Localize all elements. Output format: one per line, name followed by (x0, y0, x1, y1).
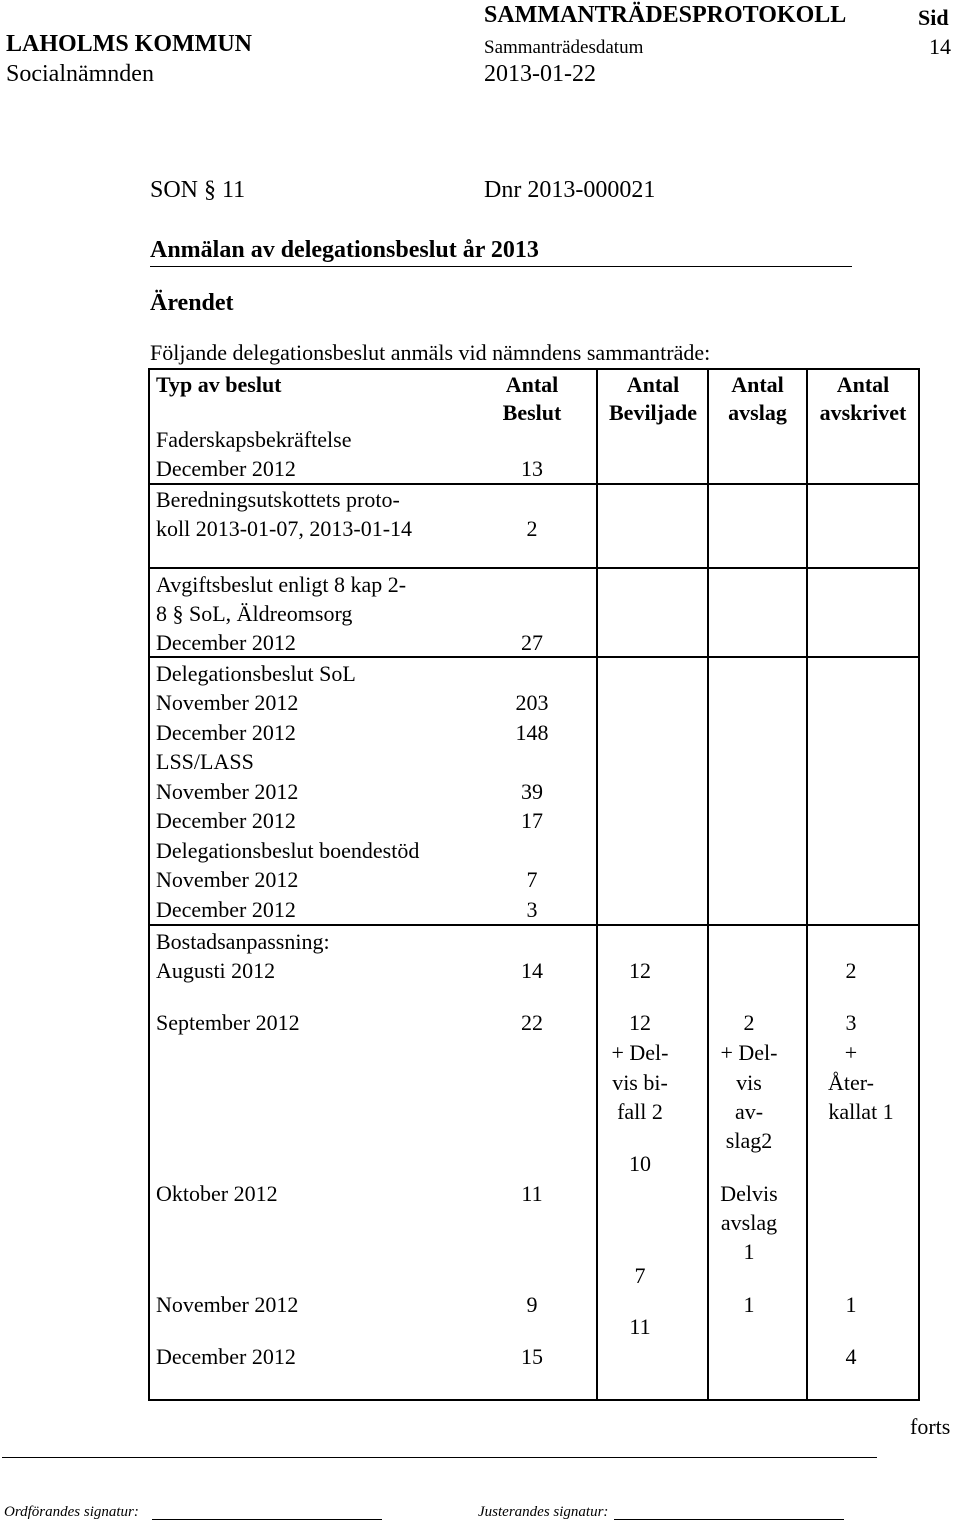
cell-avskrivet: 4 (845, 1344, 857, 1369)
row-label: LSS/LASS (156, 749, 254, 774)
cell-beslut: 15 (521, 1344, 543, 1369)
header-avskrivet-2: avskrivet (819, 400, 907, 425)
row-label: December 2012 (156, 897, 296, 922)
header-avskrivet-1: Antal (836, 372, 890, 397)
cell-avslag: 1 (743, 1292, 755, 1317)
cell-avslag: + Del- (720, 1040, 778, 1065)
cell-avslag: 1 (743, 1239, 755, 1264)
row-label: December 2012 (156, 720, 296, 745)
page-number: 14 (929, 34, 951, 59)
row-label: Faderskapsbekräftelse (156, 427, 352, 452)
continued-label: forts (910, 1414, 951, 1439)
row-label: December 2012 (156, 630, 296, 655)
cell-avskrivet: + (844, 1040, 858, 1065)
footer-divider (2, 1457, 877, 1458)
cell-avskrivet: 2 (845, 958, 857, 983)
cell-beslut: 11 (521, 1181, 543, 1206)
intro-text: Följande delegationsbeslut anmäls vid nämndens sammanträde: (150, 340, 711, 365)
row-label: Oktober 2012 (156, 1181, 278, 1206)
cell-beslut: 148 (515, 720, 549, 745)
row-label: December 2012 (156, 808, 296, 833)
title-underline (150, 266, 852, 267)
row-label: Augusti 2012 (156, 958, 276, 983)
row-label: November 2012 (156, 867, 299, 892)
cell-avslag: av- (734, 1099, 764, 1124)
header-type: Typ av beslut (156, 372, 282, 397)
case-title: Anmälan av delegationsbeslut år 2013 (150, 237, 539, 263)
cell-avskrivet: Åter- (828, 1070, 874, 1095)
cell-avslag: slag2 (725, 1128, 773, 1153)
row-label: Delegationsbeslut boendestöd (156, 838, 420, 863)
row-label: September 2012 (156, 1010, 300, 1035)
cell-avskrivet: 3 (845, 1010, 857, 1035)
chair-signature-line (152, 1519, 382, 1520)
row-label: December 2012 (156, 456, 296, 481)
cell-avslag: avslag (720, 1210, 778, 1235)
cell-avskrivet: 1 (845, 1292, 857, 1317)
row-label: Delegationsbeslut SoL (156, 661, 356, 686)
cell-beviljade: 10 (629, 1151, 651, 1176)
cell-beslut: 13 (521, 456, 543, 481)
header-beviljade-2: Beviljade (609, 400, 697, 425)
cell-beslut: 22 (521, 1010, 543, 1035)
header-beviljade-1: Antal (626, 372, 680, 397)
cell-beslut: 3 (526, 897, 538, 922)
cell-beslut: 7 (526, 867, 538, 892)
cell-beslut: 203 (515, 690, 549, 715)
row-label: koll 2013-01-07, 2013-01-14 (156, 516, 413, 541)
cell-beviljade: fall 2 (617, 1099, 663, 1124)
cell-beviljade: 12 (629, 958, 651, 983)
cell-beviljade: 11 (629, 1314, 651, 1339)
diary-number: Dnr 2013-000021 (484, 177, 656, 203)
cell-beslut: 9 (526, 1292, 538, 1317)
header-beslut-2: Beslut (502, 400, 562, 425)
decisions-table (148, 368, 920, 1401)
page-label: Sid (918, 5, 949, 30)
cell-beslut: 39 (521, 779, 543, 804)
cell-beviljade: 12 (629, 1010, 651, 1035)
cell-avskrivet: kallat 1 (828, 1099, 894, 1124)
cell-beslut: 17 (521, 808, 543, 833)
row-label: November 2012 (156, 1292, 299, 1317)
doc-type: SAMMANTRÄDESPROTOKOLL (484, 2, 847, 28)
cell-beviljade: + Del- (611, 1040, 669, 1065)
cell-beviljade: vis bi- (612, 1070, 668, 1095)
chair-signature-label: Ordförandes signatur: (4, 1504, 139, 1520)
header-avslag-1: Antal (731, 372, 784, 397)
cell-beviljade: 7 (634, 1263, 646, 1288)
row-label: November 2012 (156, 690, 299, 715)
meeting-date: 2013-01-22 (484, 61, 596, 87)
header-avslag-2: avslag (728, 400, 787, 425)
row-label: Avgiftsbeslut enligt 8 kap 2- (156, 572, 407, 597)
org-name: LAHOLMS KOMMUN (6, 31, 252, 57)
header-beslut-1: Antal (505, 372, 559, 397)
cell-avslag: 2 (743, 1010, 755, 1035)
section-heading: Ärendet (150, 290, 234, 316)
row-label: November 2012 (156, 779, 299, 804)
cell-avslag: vis (736, 1070, 762, 1095)
row-label: Beredningsutskottets proto- (156, 487, 400, 512)
adjuster-signature-label: Justerandes signatur: (478, 1504, 609, 1520)
committee-name: Socialnämnden (6, 61, 154, 87)
date-label: Sammanträdesdatum (484, 37, 644, 58)
cell-beslut: 14 (521, 958, 543, 983)
adjuster-signature-line (614, 1519, 844, 1520)
row-label: 8 § SoL, Äldreomsorg (156, 601, 353, 626)
cell-beslut: 2 (526, 516, 538, 541)
paragraph-number: SON § 11 (150, 177, 246, 203)
cell-beslut: 27 (521, 630, 543, 655)
cell-avslag: Delvis (720, 1181, 778, 1206)
row-label: Bostadsanpassning: (156, 929, 330, 954)
row-label: December 2012 (156, 1344, 296, 1369)
